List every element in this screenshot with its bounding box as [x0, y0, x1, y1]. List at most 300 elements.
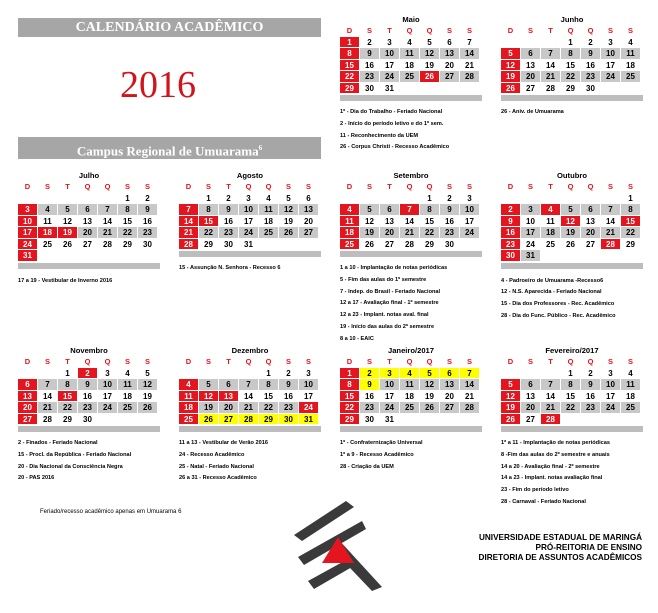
day-cell: 23: [501, 239, 521, 251]
weekday-header: S: [440, 181, 460, 193]
day-cell: 5: [360, 204, 380, 216]
month-3: [179, 170, 321, 257]
month-footer-bar: [340, 426, 482, 432]
weekday-header: S: [360, 356, 380, 368]
day-cell: 31: [380, 83, 400, 95]
day-cell: [18, 368, 38, 380]
weekday-header: S: [199, 356, 219, 368]
day-cell: 9: [581, 379, 601, 391]
weekday-header: Q: [420, 181, 440, 193]
day-cell: 13: [521, 60, 541, 72]
day-cell: 24: [18, 239, 38, 251]
day-cell: 9: [360, 48, 380, 60]
day-cell: 8: [118, 204, 138, 216]
day-cell: 13: [440, 379, 460, 391]
weekday-header: Q: [581, 181, 601, 193]
month-events: [340, 438, 496, 473]
day-cell: 12: [501, 391, 521, 403]
month-grid: [340, 356, 482, 425]
day-cell: [460, 83, 480, 95]
day-cell: 2: [279, 368, 299, 380]
day-cell: 1: [340, 37, 360, 49]
day-cell: 7: [601, 204, 621, 216]
day-cell: 13: [581, 216, 601, 228]
day-cell: [621, 83, 641, 95]
day-cell: 30: [501, 250, 521, 262]
day-cell: [541, 250, 561, 262]
day-cell: [541, 193, 561, 205]
day-cell: 25: [259, 227, 279, 239]
weekday-header: Q: [400, 25, 420, 37]
day-cell: [279, 239, 299, 251]
day-cell: 2: [219, 193, 239, 205]
weekday-header: Q: [581, 25, 601, 37]
day-cell: 6: [440, 37, 460, 49]
day-cell: 2: [138, 193, 158, 205]
day-cell: 20: [581, 227, 601, 239]
day-cell: [138, 414, 158, 426]
day-cell: 31: [239, 239, 259, 251]
day-cell: 10: [380, 48, 400, 60]
day-cell: [460, 239, 480, 251]
weekday-header: S: [621, 25, 641, 37]
day-cell: 2: [78, 368, 98, 380]
day-cell: 11: [118, 379, 138, 391]
event-item: 15 - Dia dos Professores - Rec. Acadêmico: [501, 301, 615, 308]
weekday-header: S: [460, 181, 480, 193]
day-cell: 21: [239, 402, 259, 414]
day-cell: 27: [521, 414, 541, 426]
day-cell: 29: [199, 239, 219, 251]
day-cell: 30: [78, 414, 98, 426]
day-cell: 1: [621, 193, 641, 205]
event-item: 15 - Assunção N. Senhora - Recesso 6: [179, 265, 281, 271]
day-cell: 13: [521, 391, 541, 403]
university-name: UNIVERSIDADE ESTADUAL DE MARINGÁ: [478, 533, 642, 542]
day-cell: 7: [98, 204, 118, 216]
day-cell: 28: [541, 414, 561, 426]
day-cell: 26: [360, 239, 380, 251]
weekday-header: D: [501, 181, 521, 193]
day-cell: 7: [541, 379, 561, 391]
day-cell: 20: [440, 60, 460, 72]
day-cell: 14: [179, 216, 199, 228]
day-cell: 19: [420, 391, 440, 403]
day-cell: 8: [561, 379, 581, 391]
event-item: 1º - Dia do Trabalho - Feriado Nacional: [340, 109, 443, 115]
weekday-header: Q: [581, 356, 601, 368]
day-cell: [581, 414, 601, 426]
day-cell: 25: [400, 402, 420, 414]
month-footer-bar: [340, 251, 482, 257]
day-cell: 9: [219, 204, 239, 216]
day-cell: 14: [38, 391, 58, 403]
day-cell: 12: [561, 216, 581, 228]
day-cell: 2: [360, 368, 380, 380]
day-cell: [98, 414, 118, 426]
event-item: 12 a 23 - Implant. notas aval. final: [340, 312, 429, 319]
day-cell: 26: [561, 239, 581, 251]
day-cell: 18: [38, 227, 58, 239]
day-cell: 21: [38, 402, 58, 414]
day-cell: [601, 414, 621, 426]
day-cell: 13: [18, 391, 38, 403]
day-cell: 2: [501, 204, 521, 216]
day-cell: 23: [440, 227, 460, 239]
day-cell: 3: [521, 204, 541, 216]
day-cell: 10: [601, 48, 621, 60]
day-cell: 15: [259, 391, 279, 403]
month-7: [179, 345, 321, 432]
event-item: 1º a 11 - Implantação de notas periódicas: [501, 440, 610, 446]
month-title: Dezembro: [231, 346, 269, 355]
month-grid: [501, 356, 643, 425]
day-cell: [521, 37, 541, 49]
day-cell: 25: [38, 239, 58, 251]
day-cell: 11: [400, 48, 420, 60]
event-item: 28 - Criação da UEM: [340, 463, 394, 470]
day-cell: [440, 83, 460, 95]
day-cell: [38, 250, 58, 262]
day-cell: [360, 193, 380, 205]
day-cell: 26: [58, 239, 78, 251]
day-cell: 23: [78, 402, 98, 414]
day-cell: 18: [259, 216, 279, 228]
weekday-header: D: [18, 356, 38, 368]
weekday-header: S: [360, 181, 380, 193]
event-item: 4 - Padroeiro de Umuarama -Recesso6: [501, 277, 604, 284]
day-cell: 7: [179, 204, 199, 216]
day-cell: 23: [581, 71, 601, 83]
campus-mark: 6: [258, 144, 263, 152]
day-cell: [98, 250, 118, 262]
diretoria: DIRETORIA DE ASSUNTOS ACADÊMICOS: [478, 553, 642, 562]
day-cell: 1: [58, 368, 78, 380]
day-cell: 19: [360, 227, 380, 239]
day-cell: 19: [58, 227, 78, 239]
weekday-header: Q: [400, 356, 420, 368]
weekday-header: S: [440, 356, 460, 368]
day-cell: 7: [38, 379, 58, 391]
day-cell: 22: [118, 227, 138, 239]
weekday-header: D: [18, 181, 38, 193]
day-cell: 15: [340, 391, 360, 403]
month-title: Junho: [560, 15, 584, 24]
weekday-header: T: [380, 356, 400, 368]
day-cell: 11: [259, 204, 279, 216]
day-cell: 29: [340, 83, 360, 95]
day-cell: 5: [501, 379, 521, 391]
day-cell: 29: [58, 414, 78, 426]
month-0: [340, 14, 482, 101]
day-cell: 23: [219, 227, 239, 239]
day-cell: 25: [621, 402, 641, 414]
day-cell: 5: [561, 204, 581, 216]
day-cell: 15: [420, 216, 440, 228]
day-cell: [541, 368, 561, 380]
day-cell: [440, 414, 460, 426]
day-cell: 27: [440, 402, 460, 414]
day-cell: 25: [621, 71, 641, 83]
month-events: [501, 438, 657, 509]
day-cell: [138, 250, 158, 262]
day-cell: [179, 193, 199, 205]
day-cell: 1: [420, 193, 440, 205]
day-cell: [601, 83, 621, 95]
weekday-header: Q: [420, 356, 440, 368]
day-cell: 4: [541, 204, 561, 216]
weekday-header: S: [601, 25, 621, 37]
day-cell: [400, 83, 420, 95]
weekday-header: T: [219, 181, 239, 193]
day-cell: 10: [521, 216, 541, 228]
month-4: [340, 170, 482, 257]
day-cell: 8: [621, 204, 641, 216]
day-cell: 11: [621, 379, 641, 391]
weekday-header: Q: [420, 25, 440, 37]
weekday-header: S: [521, 181, 541, 193]
weekday-header: S: [440, 25, 460, 37]
day-cell: 12: [420, 48, 440, 60]
event-item: 5 - Fim das aulas do 1º semestre: [340, 276, 427, 283]
day-cell: 3: [299, 368, 319, 380]
day-cell: 12: [360, 216, 380, 228]
month-events: [340, 107, 496, 154]
calendar-title: CALENDÁRIO ACADÊMICO: [18, 18, 321, 37]
weekday-header: S: [521, 356, 541, 368]
month-5: [501, 170, 643, 269]
day-cell: 7: [460, 368, 480, 380]
day-cell: 8: [340, 379, 360, 391]
day-cell: 21: [400, 227, 420, 239]
day-cell: 28: [239, 414, 259, 426]
day-cell: 12: [138, 379, 158, 391]
day-cell: 17: [299, 391, 319, 403]
day-cell: 17: [380, 391, 400, 403]
day-cell: 8: [259, 379, 279, 391]
day-cell: 8: [58, 379, 78, 391]
day-cell: 23: [581, 402, 601, 414]
day-cell: [179, 368, 199, 380]
day-cell: [521, 368, 541, 380]
day-cell: [219, 368, 239, 380]
day-cell: 27: [78, 239, 98, 251]
event-item: 19 - Início das aulas do 2º semestre: [340, 323, 435, 330]
event-item: 28 - Dia do Func. Público - Rec. Acadêmico: [501, 312, 616, 319]
day-cell: 23: [279, 402, 299, 414]
day-cell: 14: [98, 216, 118, 228]
event-item: 24 - Recesso Acadêmico: [179, 451, 245, 458]
day-cell: [420, 414, 440, 426]
day-cell: 7: [239, 379, 259, 391]
day-cell: 22: [259, 402, 279, 414]
weekday-header: S: [299, 181, 319, 193]
day-cell: 11: [38, 216, 58, 228]
day-cell: 26: [501, 414, 521, 426]
day-cell: 6: [18, 379, 38, 391]
day-cell: 26: [420, 71, 440, 83]
weekday-header: S: [601, 181, 621, 193]
day-cell: 21: [98, 227, 118, 239]
day-cell: 16: [78, 391, 98, 403]
day-cell: 4: [118, 368, 138, 380]
day-cell: 14: [460, 48, 480, 60]
day-cell: 25: [340, 239, 360, 251]
day-cell: 29: [340, 414, 360, 426]
day-cell: 7: [460, 37, 480, 49]
weekday-header: Q: [239, 356, 259, 368]
day-cell: 14: [541, 391, 561, 403]
month-grid: [340, 25, 482, 94]
month-footer-bar: [179, 251, 321, 257]
day-cell: [118, 414, 138, 426]
day-cell: 18: [621, 60, 641, 72]
event-item: 8 -Fim das aulas do 2º semestre e anuais: [501, 451, 610, 458]
day-cell: 11: [340, 216, 360, 228]
event-item: 2 - Finados - Feriado Nacional: [18, 440, 98, 446]
day-cell: 21: [541, 71, 561, 83]
event-item: 1 a 10 - Implantação de notas periódicas: [340, 265, 448, 271]
day-cell: 24: [299, 402, 319, 414]
day-cell: 30: [581, 83, 601, 95]
day-cell: 15: [118, 216, 138, 228]
day-cell: 14: [400, 216, 420, 228]
month-title: Outubro: [557, 171, 587, 180]
weekday-header: S: [621, 356, 641, 368]
day-cell: 24: [601, 71, 621, 83]
day-cell: 6: [521, 48, 541, 60]
event-item: 14 a 20 - Avaliação final - 2º semestre: [501, 463, 600, 470]
day-cell: 17: [460, 216, 480, 228]
day-cell: 16: [360, 391, 380, 403]
event-item: 20 - PAS 2016: [18, 475, 55, 482]
day-cell: 17: [601, 391, 621, 403]
day-cell: 20: [219, 402, 239, 414]
day-cell: 9: [581, 48, 601, 60]
day-cell: 31: [380, 414, 400, 426]
day-cell: 23: [360, 71, 380, 83]
event-item: 8 a 10 - EAIC: [340, 335, 374, 342]
weekday-header: T: [541, 25, 561, 37]
day-cell: 11: [179, 391, 199, 403]
day-cell: 22: [561, 71, 581, 83]
day-cell: 3: [601, 368, 621, 380]
day-cell: 7: [541, 48, 561, 60]
day-cell: [601, 193, 621, 205]
day-cell: [581, 250, 601, 262]
day-cell: [118, 250, 138, 262]
day-cell: 17: [239, 216, 259, 228]
event-item: 11 a 13 - Vestibular de Verão 2016: [179, 440, 268, 446]
day-cell: 7: [400, 204, 420, 216]
day-cell: 8: [199, 204, 219, 216]
day-cell: 24: [98, 402, 118, 414]
weekday-header: S: [279, 181, 299, 193]
day-cell: 30: [440, 239, 460, 251]
day-cell: 4: [340, 204, 360, 216]
month-title: Janeiro/2017: [387, 346, 434, 355]
month-2: [18, 170, 160, 269]
day-cell: 30: [279, 414, 299, 426]
day-cell: 29: [621, 239, 641, 251]
weekday-header: D: [340, 181, 360, 193]
day-cell: 1: [259, 368, 279, 380]
day-cell: 9: [279, 379, 299, 391]
weekday-header: T: [541, 181, 561, 193]
day-cell: 27: [521, 83, 541, 95]
day-cell: 5: [58, 204, 78, 216]
day-cell: 26: [420, 402, 440, 414]
day-cell: 5: [199, 379, 219, 391]
day-cell: 13: [219, 391, 239, 403]
day-cell: 13: [440, 48, 460, 60]
day-cell: 3: [380, 368, 400, 380]
day-cell: 16: [501, 227, 521, 239]
month-footer-bar: [179, 426, 321, 432]
day-cell: 26: [501, 83, 521, 95]
weekday-header: Q: [78, 356, 98, 368]
day-cell: [621, 414, 641, 426]
weekday-header: T: [58, 181, 78, 193]
day-cell: 30: [138, 239, 158, 251]
day-cell: 21: [601, 227, 621, 239]
weekday-header: Q: [400, 181, 420, 193]
day-cell: 16: [138, 216, 158, 228]
day-cell: [38, 193, 58, 205]
day-cell: 2: [581, 37, 601, 49]
month-title: Setembro: [393, 171, 429, 180]
day-cell: 19: [199, 402, 219, 414]
weekday-header: Q: [561, 25, 581, 37]
day-cell: 18: [400, 391, 420, 403]
month-events: [18, 276, 174, 288]
day-cell: 17: [18, 227, 38, 239]
weekday-header: Q: [78, 181, 98, 193]
day-cell: 6: [219, 379, 239, 391]
day-cell: 25: [179, 414, 199, 426]
weekday-header: S: [601, 356, 621, 368]
day-cell: 29: [420, 239, 440, 251]
weekday-header: S: [299, 356, 319, 368]
event-item: 26 - Corpus Christi - Recesso Acadêmico: [340, 144, 450, 151]
month-events: [179, 263, 335, 275]
day-cell: [621, 250, 641, 262]
day-cell: 21: [179, 227, 199, 239]
event-item: 28 - Carnaval - Feriado Nacional: [501, 498, 586, 505]
day-cell: 18: [541, 227, 561, 239]
day-cell: 9: [440, 204, 460, 216]
month-title: Agosto: [236, 171, 264, 180]
day-cell: 18: [400, 60, 420, 72]
day-cell: [299, 239, 319, 251]
day-cell: 11: [541, 216, 561, 228]
weekday-header: S: [118, 181, 138, 193]
event-item: 23 - Fim do período letivo: [501, 487, 569, 494]
day-cell: 19: [501, 71, 521, 83]
day-cell: [98, 193, 118, 205]
day-cell: 31: [299, 414, 319, 426]
day-cell: 22: [561, 402, 581, 414]
day-cell: 27: [581, 239, 601, 251]
weekday-header: D: [501, 356, 521, 368]
day-cell: 18: [118, 391, 138, 403]
day-cell: 6: [581, 204, 601, 216]
day-cell: 9: [501, 216, 521, 228]
day-cell: 24: [380, 71, 400, 83]
day-cell: 10: [98, 379, 118, 391]
day-cell: 12: [420, 379, 440, 391]
day-cell: 12: [501, 60, 521, 72]
